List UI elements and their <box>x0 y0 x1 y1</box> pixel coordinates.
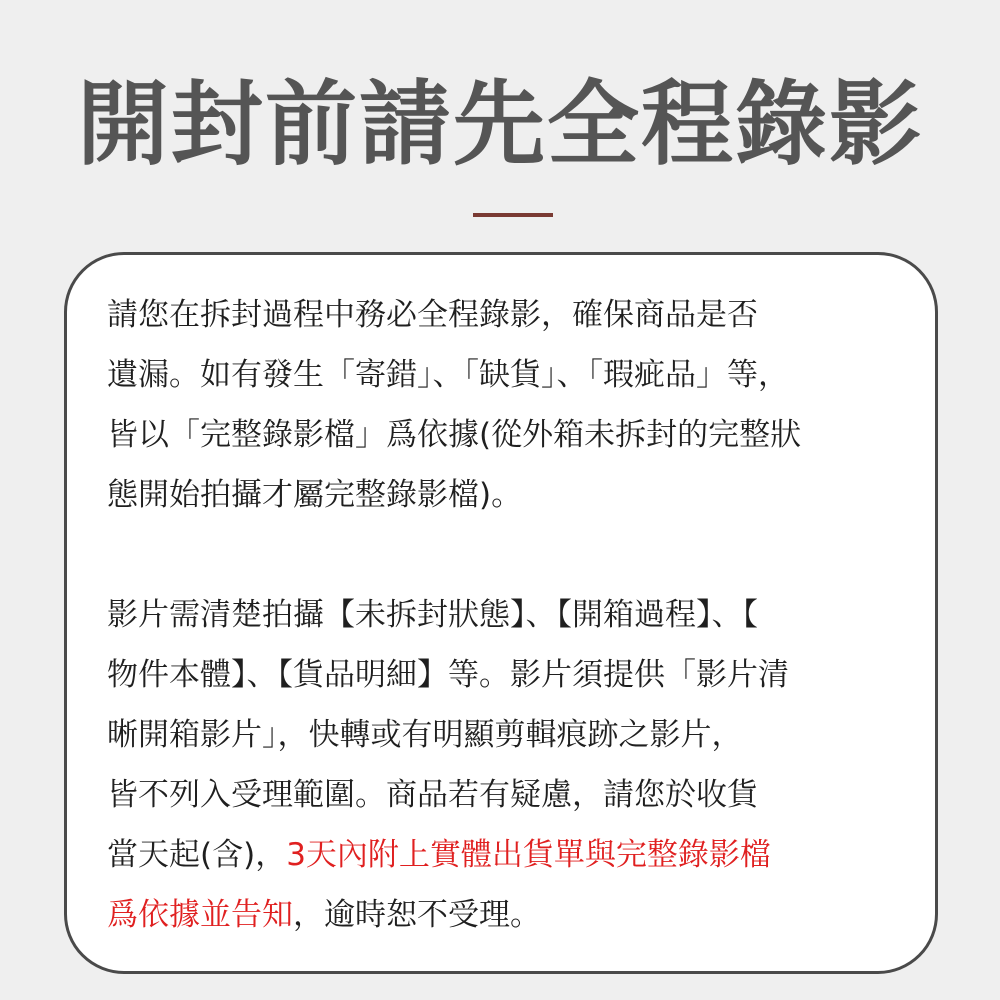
paragraph2-line-3: 晰開箱影片」，快轉或有明顯剪輯痕跡之影片， <box>107 717 743 753</box>
line6-black-text: ，逾時恕不受理。 <box>293 897 541 933</box>
paragraph1-line-3: 皆以「完整錄影檔」爲依據(從外箱未拆封的完整狀 <box>107 417 802 453</box>
line6-red-text: 爲依據並告知 <box>107 897 293 933</box>
paragraph2-line-1: 影片需清楚拍攝【未拆封狀態】、【開箱過程】、【 <box>107 597 758 633</box>
paragraph2-line-2: 物件本體】、【貨品明細】等。影片須提供「影片清 <box>107 657 789 693</box>
paragraph2-line-6 <box>107 885 907 945</box>
notice-card <box>64 252 938 974</box>
title-divider <box>473 213 553 217</box>
page-title: 開封前請先全程錄影 <box>76 71 923 178</box>
paragraph1-line-1: 請您在拆封過程中務必全程錄影，確保商品是否 <box>107 297 758 333</box>
paragraph2-line-4: 皆不列入受理範圍。商品若有疑慮，請您於收貨 <box>107 777 758 813</box>
paragraph1-line-2: 遺漏。如有發生「寄錯」、「缺貨」、「瑕疵品」等， <box>107 357 789 393</box>
paragraph1-line-4: 態開始拍攝才屬完整錄影檔)。 <box>107 477 523 513</box>
line5-black-text: 當天起(含)， <box>107 837 287 873</box>
paragraph2-line-5 <box>107 825 907 885</box>
notice-text <box>107 285 907 945</box>
paragraph-gap <box>107 525 907 585</box>
line5-red-text: 3天內附上實體出貨單與完整錄影檔 <box>286 837 771 873</box>
